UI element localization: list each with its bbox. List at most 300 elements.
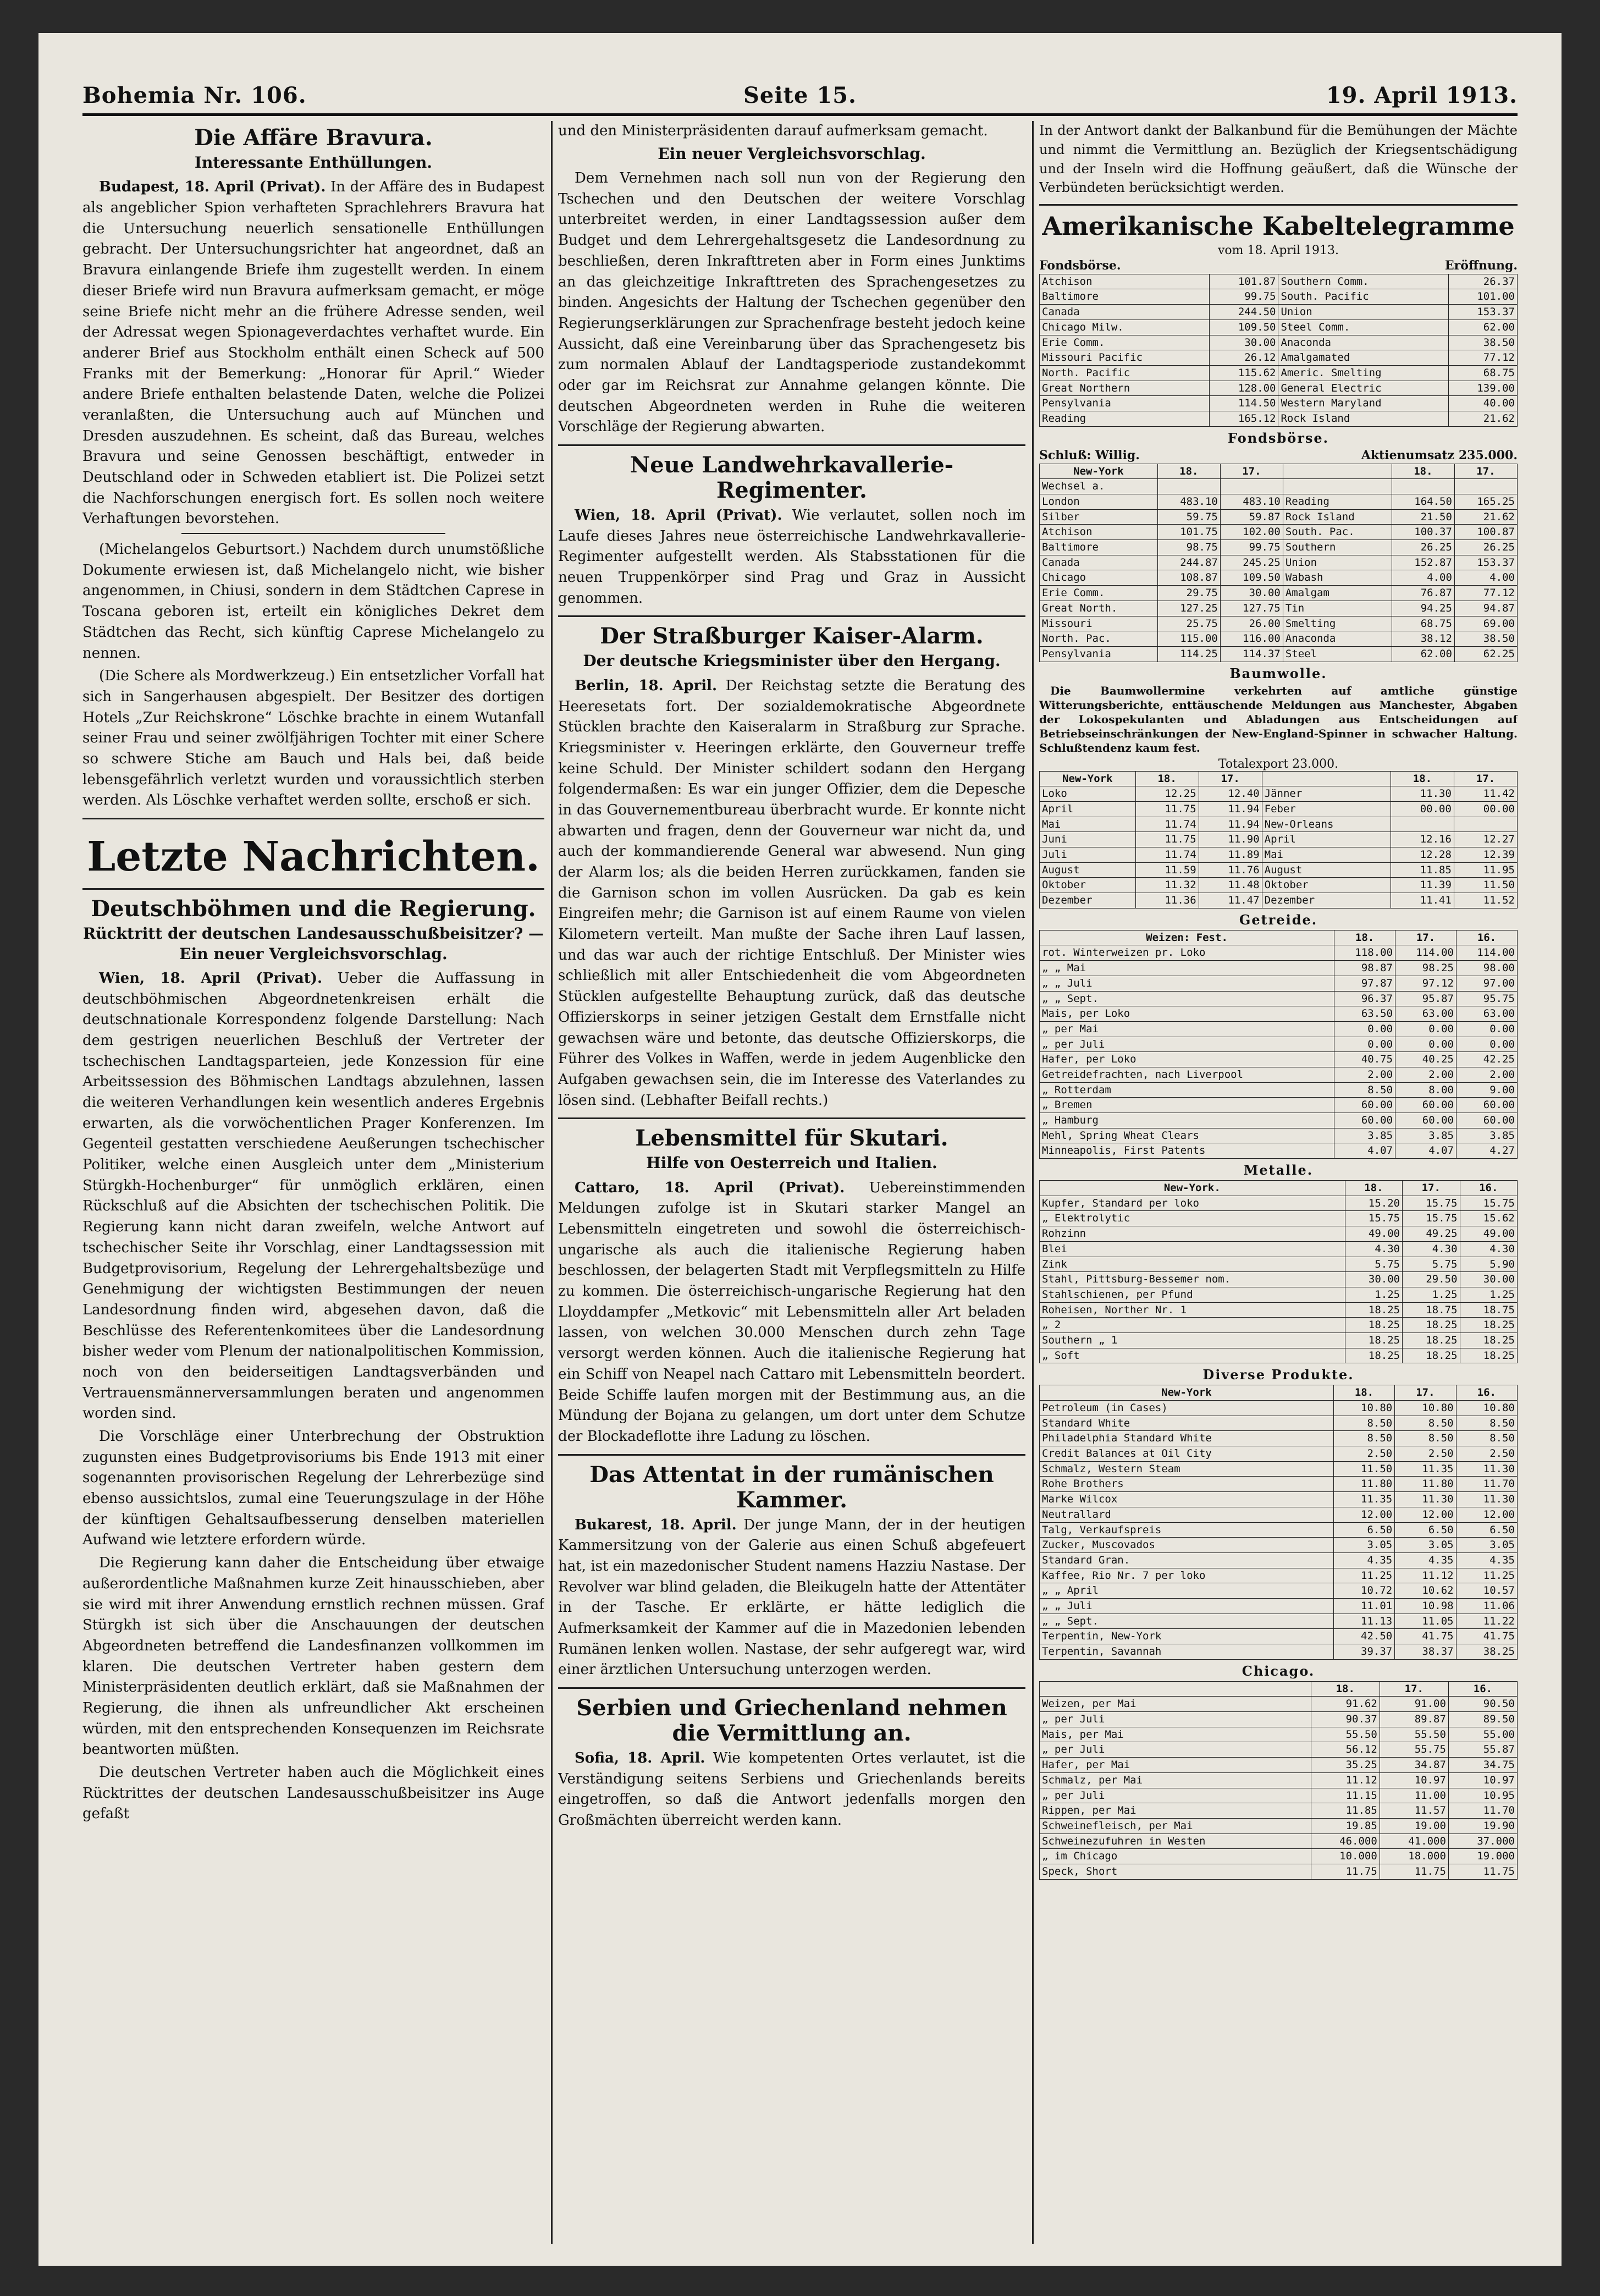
table-cell: Anaconda bbox=[1278, 335, 1448, 350]
table-row bbox=[1040, 976, 1518, 991]
table-title: Chicago. bbox=[1242, 1662, 1315, 1679]
table-cell: Pensylvania bbox=[1040, 646, 1158, 662]
table-cell: 19.00 bbox=[1380, 1818, 1448, 1834]
table-cell: 21.62 bbox=[1454, 509, 1517, 525]
section-title: Letzte Nachrichten. bbox=[87, 833, 540, 881]
table-cell: 97.87 bbox=[1334, 976, 1395, 991]
table-header-row bbox=[1040, 464, 1518, 479]
table-row bbox=[1040, 320, 1518, 335]
article-paragraph: Dem Vernehmen nach soll nun von der Regierung den Tschechen und den Deutschen der weitere Vorschlag unterbreitet werden, in einer Landtagssession außer dem Budget und dem Lehrergehaltsgesetz die Landesordnung zu beschließen, deren Inkrafttreten aber in Form eines Junktims an das gleichzeitige Inkrafttreten des Sprachengesetzes zu binden. Angesichts der Haltung der Tschechen gegenüber den Regierungserklärungen zur Sprachenfrage besteht jedoch keine Aussicht, daß eine Vereinbarung über das Sprachengesetz bis zum normalen Ablauf der Landtagsperiode zustandekommt oder gar im Reichsrat zur Annahme gelangen könnte. Die deutschen Abgeordneten werden in Ruhe die weiteren Vorschläge der Regierung abwarten. bbox=[558, 170, 1025, 436]
table-cell: Blei bbox=[1040, 1241, 1345, 1257]
table-cell: 56.12 bbox=[1311, 1742, 1380, 1758]
table-row bbox=[1040, 1006, 1518, 1022]
article-title: Deutschböhmen und die Regierung. bbox=[91, 896, 536, 922]
table-cell: Rohe Brothers bbox=[1040, 1477, 1334, 1492]
article-paragraph: Die Vorschläge einer Unterbrechung der Obstruktion zugunsten eines Budgetprovisoriums bis Ende 1913 mit einer sogenannten provisorischen Regelung der Lehrerbezüge sind ebenso aussichtslos, zumal eine Teuerungszulage in der Höhe der künftigen Gehaltsaufbesserung denselben materiellen Aufwand wie letztere erfordern würde. bbox=[82, 1428, 544, 1549]
table-cell: 10.80 bbox=[1395, 1401, 1456, 1416]
table-cell: 19.85 bbox=[1311, 1818, 1380, 1834]
table-cell: 12.16 bbox=[1391, 832, 1454, 847]
table-title: Fondsbörse. bbox=[1227, 430, 1329, 446]
table-row bbox=[1040, 1803, 1518, 1819]
table-row bbox=[1040, 570, 1518, 586]
column-header: Weizen: Fest. bbox=[1040, 930, 1334, 945]
table-row bbox=[1040, 479, 1518, 494]
article-paragraph: Die deutschen Vertreter haben auch die Möglichkeit eines Rücktrittes der deutschen Landesausschußbeisitzer ins Auge gefaßt bbox=[82, 1764, 544, 1823]
table-cell: 42.25 bbox=[1456, 1052, 1518, 1067]
table-fonds-opening bbox=[1039, 274, 1518, 427]
table-cell: 12.28 bbox=[1391, 847, 1454, 863]
table-cell: Tin bbox=[1283, 601, 1392, 616]
table-cell: 62.25 bbox=[1454, 646, 1517, 662]
table-cell: 94.25 bbox=[1392, 601, 1454, 616]
table-cell: „ Bremen bbox=[1040, 1098, 1334, 1113]
article-paragraph: (Die Schere als Mordwerkzeug.) Ein entsetzlicher Vorfall hat sich in Sangerhausen abgespielt. Der Besitzer des dortigen Hotels „Zur Reichskrone“ Löschke brachte in einem Wutanfall seiner Frau und seiner zwölfjährigen Tochter mit einer Schere so schwere Stiche am Bauch und Hals bei, daß beide lebensgefährlich verletzt wurden und voraussichtlich sterben werden. Als Löschke verhaftet werden sollte, erschoß er sich. bbox=[82, 668, 544, 809]
table-cell: 11.70 bbox=[1456, 1477, 1517, 1492]
table-cell: April bbox=[1040, 801, 1136, 817]
table-row bbox=[1040, 1446, 1518, 1462]
table-cell: 15.75 bbox=[1403, 1211, 1460, 1226]
table-cell: 11.00 bbox=[1380, 1788, 1448, 1803]
table-row bbox=[1040, 1568, 1518, 1583]
table-cell: Rock Island bbox=[1278, 411, 1448, 426]
table-cell: 42.50 bbox=[1333, 1629, 1394, 1644]
table-cell: Feber bbox=[1262, 801, 1391, 817]
article-paragraph bbox=[82, 968, 544, 1424]
table-cell: 30.00 bbox=[1210, 335, 1278, 350]
table-cell: Baltimore bbox=[1040, 540, 1158, 555]
table-cell: Schweinezufuhren in Westen bbox=[1040, 1834, 1311, 1849]
table-cell: August bbox=[1040, 862, 1136, 878]
table-cell: 00.00 bbox=[1391, 801, 1454, 817]
table-row bbox=[1040, 1492, 1518, 1507]
table-row bbox=[1040, 586, 1518, 601]
table-cell: 10.97 bbox=[1380, 1772, 1448, 1788]
column-header: 18. bbox=[1135, 771, 1199, 786]
table-cell: 19.000 bbox=[1448, 1849, 1517, 1864]
table-cell: Minneapolis, First Patents bbox=[1040, 1143, 1334, 1159]
column-header: New-York bbox=[1040, 464, 1158, 479]
table-cell: Canada bbox=[1040, 305, 1210, 320]
table-cell: 94.87 bbox=[1454, 601, 1517, 616]
table-diverse bbox=[1039, 1385, 1518, 1659]
table-cell: „ „ Sept. bbox=[1040, 991, 1334, 1006]
column-middle bbox=[558, 121, 1025, 2244]
table-meta bbox=[1039, 258, 1518, 273]
table-cell: 139.00 bbox=[1448, 381, 1517, 396]
table-cell: 127.75 bbox=[1220, 601, 1283, 616]
table-cell bbox=[1283, 479, 1392, 494]
table-cell: 18.000 bbox=[1380, 1849, 1448, 1864]
column-header bbox=[1283, 464, 1392, 479]
table-cell: Chicago bbox=[1040, 570, 1158, 586]
article-text: In der Affäre des in Budapest als angeblicher Spion verhafteten Sprachlehrers Bravura hat die Untersuchung neuerlich sensationelle Enthüllungen gebracht. Der Untersuchungsrichter hat angeordnet, daß an Bravura einlangende Briefe ihm zugestellt werden. In einem dieser Briefe wird nun Bravura aufmerksam gemacht, er möge seine Briefe nicht mehr an die frühere Adresse senden, weil der Adressat wegen Spionageverdachtes verhaftet wurde. Ein anderer Brief aus Stockholm enthält einen Scheck auf 500 Franks mit der Bemerkung: „Honorar für April.“ Wieder andere Briefe enthalten belastende Daten, welche die Polizei veranlaßten, die Untersuchung auch auf München und Dresden auszudehnen. Es scheint, daß das Bureau, welches Bravura und seine Genossen beschäftigt, entweder in Deutschland oder in Schweden etabliert ist. Die Polizei setzt die Nachforschungen energisch fort. Es sollen noch weitere Verhaftungen bevorstehen. bbox=[82, 179, 544, 527]
table-cell: 114.25 bbox=[1157, 646, 1220, 662]
table-cell bbox=[1392, 479, 1454, 494]
table-cell bbox=[1454, 479, 1517, 494]
table-cell: Hafer, per Loko bbox=[1040, 1052, 1334, 1067]
table-cell: 11.06 bbox=[1456, 1598, 1517, 1614]
table-cell: „ „ Sept. bbox=[1040, 1614, 1334, 1629]
table-cell: 11.59 bbox=[1135, 862, 1199, 878]
table-row bbox=[1040, 1272, 1518, 1287]
table-cell: 245.25 bbox=[1220, 555, 1283, 570]
dateline: Bukarest, 18. April. bbox=[575, 1516, 737, 1533]
table-cell: 30.00 bbox=[1220, 586, 1283, 601]
table-cell: 38.50 bbox=[1448, 335, 1517, 350]
table-row bbox=[1040, 1416, 1518, 1431]
table-cell: Erie Comm. bbox=[1040, 335, 1210, 350]
table-row bbox=[1040, 832, 1518, 847]
table-cell: Canada bbox=[1040, 555, 1158, 570]
table-cell: 2.50 bbox=[1395, 1446, 1456, 1462]
table-cell: 62.00 bbox=[1392, 646, 1454, 662]
table-cell: 18.25 bbox=[1345, 1333, 1402, 1348]
table-cell: 4.30 bbox=[1345, 1241, 1402, 1257]
table-cell: 4.00 bbox=[1454, 570, 1517, 586]
table-cell: 101.00 bbox=[1448, 289, 1517, 305]
table-row bbox=[1040, 1727, 1518, 1742]
table-cell: 18.25 bbox=[1345, 1348, 1402, 1363]
table-cell: Missouri bbox=[1040, 616, 1158, 631]
table-cell: 34.75 bbox=[1448, 1758, 1517, 1773]
table-cell: 11.80 bbox=[1333, 1477, 1394, 1492]
article-title: Serbien und Griechenland nehmen die Vermittlung an. bbox=[576, 1695, 1007, 1747]
table-metalle bbox=[1039, 1180, 1518, 1363]
table-row bbox=[1040, 786, 1518, 802]
table-cell: 9.00 bbox=[1456, 1082, 1518, 1098]
table-row bbox=[1040, 1758, 1518, 1773]
table-cell: Reading bbox=[1040, 411, 1210, 426]
table-cell: 114.37 bbox=[1220, 646, 1283, 662]
column-header: 17. bbox=[1220, 464, 1283, 479]
table-cell: „ 2 bbox=[1040, 1318, 1345, 1333]
table-row bbox=[1040, 1864, 1518, 1879]
table-cell: 49.00 bbox=[1345, 1226, 1402, 1242]
table-cell: 11.48 bbox=[1199, 878, 1262, 893]
table-cell: 11.42 bbox=[1454, 786, 1517, 802]
table-cell: Anaconda bbox=[1283, 631, 1392, 647]
table-cell: 99.75 bbox=[1210, 289, 1278, 305]
table-cell: 100.37 bbox=[1392, 525, 1454, 540]
table-cell: 11.75 bbox=[1448, 1864, 1517, 1879]
table-row bbox=[1040, 1431, 1518, 1446]
article-paragraph bbox=[558, 1178, 1025, 1447]
table-cell: 49.25 bbox=[1403, 1226, 1460, 1242]
table-cell: 4.30 bbox=[1403, 1241, 1460, 1257]
table-cell: Neutrallard bbox=[1040, 1507, 1334, 1522]
table-cell: 34.87 bbox=[1380, 1758, 1448, 1773]
table-cell: 91.62 bbox=[1311, 1697, 1380, 1712]
table-cell: 38.50 bbox=[1454, 631, 1517, 647]
table-cell: 244.50 bbox=[1210, 305, 1278, 320]
dateline: Wien, 18. April (Privat). bbox=[99, 970, 323, 987]
table-cell: New-Orleans bbox=[1262, 817, 1391, 832]
table-cell: 109.50 bbox=[1220, 570, 1283, 586]
table-cell: 11.30 bbox=[1456, 1492, 1517, 1507]
column-header: 17. bbox=[1380, 1681, 1448, 1697]
column-header: 18. bbox=[1334, 930, 1395, 945]
table-cell: 152.87 bbox=[1392, 555, 1454, 570]
table-row bbox=[1040, 1644, 1518, 1660]
table-baumwolle bbox=[1039, 771, 1518, 909]
table-cell: Atchison bbox=[1040, 274, 1210, 289]
table-cell: 11.30 bbox=[1456, 1461, 1517, 1477]
table-cell: Great Northern bbox=[1040, 381, 1210, 396]
table-header-row bbox=[1040, 1681, 1518, 1697]
table-cell: 8.50 bbox=[1395, 1431, 1456, 1446]
table-cell: Atchison bbox=[1040, 525, 1158, 540]
table-row bbox=[1040, 1742, 1518, 1758]
table-row bbox=[1040, 1348, 1518, 1363]
table-cell: 35.25 bbox=[1311, 1758, 1380, 1773]
table-cell: Schmalz, per Mai bbox=[1040, 1772, 1311, 1788]
table-row bbox=[1040, 365, 1518, 381]
table-row bbox=[1040, 862, 1518, 878]
table-cell: Petroleum (in Cases) bbox=[1040, 1401, 1334, 1416]
table-row bbox=[1040, 991, 1518, 1006]
article-title: Neue Landwehrkavallerie-Regimenter. bbox=[630, 452, 954, 504]
table-cell: 12.27 bbox=[1454, 832, 1517, 847]
table-row bbox=[1040, 616, 1518, 631]
table-cell: Standard White bbox=[1040, 1416, 1334, 1431]
table-cell: 98.75 bbox=[1157, 540, 1220, 555]
table-cell: 18.25 bbox=[1403, 1333, 1460, 1348]
table-cell: 153.37 bbox=[1454, 555, 1517, 570]
table-cell: 102.00 bbox=[1220, 525, 1283, 540]
table-cell: 4.35 bbox=[1333, 1552, 1394, 1568]
table-cell: Terpentin, Savannah bbox=[1040, 1644, 1334, 1660]
table-cell: Union bbox=[1278, 305, 1448, 320]
table-cell: 11.30 bbox=[1395, 1492, 1456, 1507]
table-cell: 0.00 bbox=[1334, 1037, 1395, 1052]
table-cell: 11.75 bbox=[1135, 832, 1199, 847]
column-header: 17. bbox=[1395, 930, 1456, 945]
divider bbox=[181, 533, 445, 534]
table-row bbox=[1040, 601, 1518, 616]
table-row bbox=[1040, 1461, 1518, 1477]
table-cell: „ per Juli bbox=[1040, 1788, 1311, 1803]
table-cell: 108.87 bbox=[1157, 570, 1220, 586]
table-cell: Getreidefrachten, nach Liverpool bbox=[1040, 1067, 1334, 1082]
table-cell: 5.75 bbox=[1403, 1257, 1460, 1272]
table-cell: Rock Island bbox=[1283, 509, 1392, 525]
table-cell: 3.85 bbox=[1395, 1128, 1456, 1143]
article-paragraph bbox=[558, 676, 1025, 1111]
table-cell: 63.00 bbox=[1456, 1006, 1518, 1022]
table-cell: 0.00 bbox=[1456, 1021, 1518, 1037]
table-row bbox=[1040, 1538, 1518, 1553]
table-cell: 101.75 bbox=[1157, 525, 1220, 540]
table-cell: Jänner bbox=[1262, 786, 1391, 802]
dateline: Cattaro, 18. April (Privat). bbox=[575, 1179, 845, 1196]
table-row bbox=[1040, 1037, 1518, 1052]
table-cell: 55.75 bbox=[1380, 1742, 1448, 1758]
table-row bbox=[1040, 1052, 1518, 1067]
column-header: 16. bbox=[1448, 1681, 1517, 1697]
article-subtitle: Ein neuer Vergleichsvorschlag. bbox=[658, 144, 926, 163]
table-cell: Philadelphia Standard White bbox=[1040, 1431, 1334, 1446]
table-cell: 11.95 bbox=[1454, 862, 1517, 878]
table-cell: 77.12 bbox=[1454, 586, 1517, 601]
meta-right: Eröffnung. bbox=[1444, 258, 1518, 273]
table-cell: 18.25 bbox=[1403, 1318, 1460, 1333]
table-cell: South. Pacific bbox=[1278, 289, 1448, 305]
table-cell: 95.87 bbox=[1395, 991, 1456, 1006]
table-row bbox=[1040, 396, 1518, 411]
table-cell: 11.41 bbox=[1391, 893, 1454, 909]
table-cell: Baltimore bbox=[1040, 289, 1210, 305]
table-header-row bbox=[1040, 1181, 1518, 1196]
table-row bbox=[1040, 1211, 1518, 1226]
table-cell: 11.94 bbox=[1199, 801, 1262, 817]
table-cell: Terpentin, New-York bbox=[1040, 1629, 1334, 1644]
meta-right: Aktienumsatz 235.000. bbox=[1361, 448, 1518, 462]
table-cell: Loko bbox=[1040, 786, 1136, 802]
column-header: 16. bbox=[1456, 930, 1518, 945]
table-cell: 11.50 bbox=[1333, 1461, 1394, 1477]
table-cell: 46.000 bbox=[1311, 1834, 1380, 1849]
article-text: Uebereinstimmenden Meldungen zufolge ist in Skutari starker Mangel an Lebensmitteln eingetreten und sowohl die österreichisch-ungarische als auch die italienische Regierung haben beschlossen, der belagerten Stadt mit Verpflegsmitteln zu Hilfe zu kommen. Die österreichisch-ungarische Regierung hat den Lloyddampfer „Metkovic“ mit Lebensmitteln aller Art beladen lassen, von welchen 30.000 Menschen durch zehn Tage versorgt werden können. Auch die italienische Regierung hat ein Schiff von Neapel nach Cattaro mit Lebensmitteln beordert. Beide Schiffe laufen morgen mit der Bestimmung aus, an die Mündung der Bojana zu gelangen, um dort unter dem Schutze der Blockadeflotte ihre Ladung zu löschen. bbox=[558, 1179, 1025, 1445]
dateline: Sofia, 18. April. bbox=[575, 1750, 705, 1767]
table-row bbox=[1040, 1067, 1518, 1082]
table-cell: 6.50 bbox=[1333, 1522, 1394, 1538]
divider bbox=[558, 1687, 1025, 1689]
column-header: 17. bbox=[1395, 1385, 1456, 1401]
table-cell: Kaffee, Rio Nr. 7 per loko bbox=[1040, 1568, 1334, 1583]
table-cell: 18.25 bbox=[1460, 1348, 1517, 1363]
table-chicago bbox=[1039, 1681, 1518, 1880]
table-cell: 38.12 bbox=[1392, 631, 1454, 647]
table-cell: 49.00 bbox=[1460, 1226, 1517, 1242]
table-cell: 5.90 bbox=[1460, 1257, 1517, 1272]
table-cell: 127.25 bbox=[1157, 601, 1220, 616]
table-cell: 4.35 bbox=[1395, 1552, 1456, 1568]
table-cell: 99.75 bbox=[1220, 540, 1283, 555]
column-header: 18. bbox=[1157, 464, 1220, 479]
table-row bbox=[1040, 1507, 1518, 1522]
table-row bbox=[1040, 1128, 1518, 1143]
table-cell: 0.00 bbox=[1334, 1021, 1395, 1037]
column-right bbox=[1039, 121, 1518, 2244]
table-cell: Steel bbox=[1283, 646, 1392, 662]
table-cell: General Electric bbox=[1278, 381, 1448, 396]
table-cell: 11.36 bbox=[1135, 893, 1199, 909]
article-paragraph: (Michelangelos Geburtsort.) Nachdem durch unumstößliche Dokumente erwiesen ist, daß Michelangelo nicht, wie bisher angenommen, in Chiusi, sondern in dem Städtchen Caprese in Toscana geboren ist, erteilt ein königliches Dekret dem Städtchen das Recht, sich künftig Caprese Michelangelo zu nennen. bbox=[82, 541, 544, 662]
table-cell: 26.12 bbox=[1210, 350, 1278, 366]
table-cell: „ „ Juli bbox=[1040, 1598, 1334, 1614]
table-cell: „ „ April bbox=[1040, 1583, 1334, 1599]
table-cell: Erie Comm. bbox=[1040, 586, 1158, 601]
table-cell: 41.75 bbox=[1395, 1629, 1456, 1644]
table-cell: Southern Comm. bbox=[1278, 274, 1448, 289]
table-cell: Wechsel a. bbox=[1040, 479, 1158, 494]
table-cell: 11.94 bbox=[1199, 817, 1262, 832]
table-cell: 69.00 bbox=[1454, 616, 1517, 631]
table-cell: 11.74 bbox=[1135, 817, 1199, 832]
table-cell: 11.75 bbox=[1380, 1864, 1448, 1879]
table-cell: Stahlschienen, per Pfund bbox=[1040, 1287, 1345, 1302]
table-cell: 3.05 bbox=[1456, 1538, 1517, 1553]
table-title: Metalle. bbox=[1243, 1162, 1314, 1179]
divider bbox=[558, 1117, 1025, 1119]
table-cell: 2.00 bbox=[1334, 1067, 1395, 1082]
table-cell: 62.00 bbox=[1448, 320, 1517, 335]
table-cell: 4.00 bbox=[1392, 570, 1454, 586]
table-cell: 2.00 bbox=[1456, 1067, 1518, 1082]
table-row bbox=[1040, 289, 1518, 305]
table-meta bbox=[1039, 448, 1518, 462]
section-banner: Amerikanische Kabeltelegramme bbox=[1042, 211, 1515, 241]
column-header: 18. bbox=[1392, 464, 1454, 479]
table-row bbox=[1040, 1318, 1518, 1333]
table-cell: 11.01 bbox=[1333, 1598, 1394, 1614]
table-cell: Reading bbox=[1283, 494, 1392, 510]
table-cell: Rippen, per Mai bbox=[1040, 1803, 1311, 1819]
article-paragraph bbox=[558, 505, 1025, 609]
table-cell: 11.89 bbox=[1199, 847, 1262, 863]
table-cell: 11.76 bbox=[1199, 862, 1262, 878]
table-cell: „ „ Mai bbox=[1040, 961, 1334, 976]
market-note: Die Baumwollermine verkehrten auf amtliche günstige Witterungsberichte, enttäuschende Meldungen aus Manchester, Abgaben der Lokospekulanten und Abladungen aus Entscheidungen auf Betriebseinschränkungen der New-England-Spinner in schwacher Haltung. Schlußtendenz kaum fest. bbox=[1039, 684, 1518, 755]
table-cell: rot. Winterweizen pr. Loko bbox=[1040, 945, 1334, 961]
column-header: 18. bbox=[1391, 771, 1454, 786]
table-cell: 18.75 bbox=[1403, 1302, 1460, 1318]
table-row bbox=[1040, 274, 1518, 289]
table-row bbox=[1040, 1287, 1518, 1302]
table-cell: 0.00 bbox=[1395, 1021, 1456, 1037]
table-cell: „ per Juli bbox=[1040, 1037, 1334, 1052]
table-cell: 1.25 bbox=[1403, 1287, 1460, 1302]
table-cell: 40.00 bbox=[1448, 396, 1517, 411]
article-subtitle: Hilfe von Oesterreich und Italien. bbox=[646, 1154, 937, 1172]
table-cell: Speck, Short bbox=[1040, 1864, 1311, 1879]
table-cell: 97.12 bbox=[1395, 976, 1456, 991]
table-row bbox=[1040, 1257, 1518, 1272]
table-cell: 8.00 bbox=[1395, 1082, 1456, 1098]
table-cell: 10.72 bbox=[1333, 1583, 1394, 1599]
table-cell: 59.87 bbox=[1220, 509, 1283, 525]
table-cell: Smelting bbox=[1283, 616, 1392, 631]
table-cell: 97.00 bbox=[1456, 976, 1518, 991]
table-cell: 8.50 bbox=[1395, 1416, 1456, 1431]
table-cell bbox=[1454, 817, 1517, 832]
dateline: Berlin, 18. April. bbox=[575, 677, 718, 694]
table-row bbox=[1040, 1098, 1518, 1113]
table-cell: 18.25 bbox=[1460, 1318, 1517, 1333]
article-paragraph bbox=[558, 1515, 1025, 1681]
table-cell: 55.87 bbox=[1448, 1742, 1517, 1758]
dateline: Budapest, 18. April (Privat). bbox=[99, 179, 326, 196]
table-cell: 60.00 bbox=[1334, 1098, 1395, 1113]
table-row bbox=[1040, 335, 1518, 350]
table-cell: Schweinefleisch, per Mai bbox=[1040, 1818, 1311, 1834]
table-cell: Steel Comm. bbox=[1278, 320, 1448, 335]
table-cell: 3.85 bbox=[1456, 1128, 1518, 1143]
table-cell: 3.85 bbox=[1334, 1128, 1395, 1143]
table-cell: 98.00 bbox=[1456, 961, 1518, 976]
table-cell: 164.50 bbox=[1392, 494, 1454, 510]
table-cell: 10.80 bbox=[1333, 1401, 1394, 1416]
table-cell: „ Rotterdam bbox=[1040, 1082, 1334, 1098]
table-cell: Oktober bbox=[1262, 878, 1391, 893]
table-row bbox=[1040, 381, 1518, 396]
table-row bbox=[1040, 1552, 1518, 1568]
table-cell: South. Pac. bbox=[1283, 525, 1392, 540]
table-cell: 60.00 bbox=[1456, 1098, 1518, 1113]
table-row bbox=[1040, 801, 1518, 817]
table-row bbox=[1040, 1333, 1518, 1348]
column-header: 17. bbox=[1403, 1181, 1460, 1196]
